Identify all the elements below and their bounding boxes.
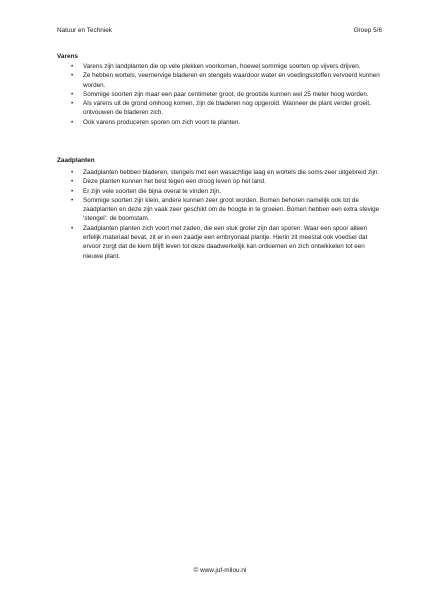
list-item-text: Varens zijn landplanten die op vele plekken voorkomen, hoewel sommige soorten op vijvers drijven. [83, 63, 361, 70]
list-item [57, 118, 382, 127]
bullet-icon: • [71, 169, 74, 176]
list-item-text: Sommige soorten zijn klein, andere kunnen zeer groot worden. Bomen behoren namelijk ook tot de zaadplanten en deze zijn vaak zeer geschikt om de hoogte in te groeien. Bomen hebben een extra stevige ‘stengel’: de boomstam. [83, 196, 380, 223]
section-title-varens: Varens [57, 53, 78, 60]
list-item [57, 168, 382, 177]
bullet-icon: • [71, 187, 74, 195]
list-item-text: Ze hebben wortels, veernervige bladeren en stengels waardoor water en voedingsstoffen vervoerd kunnen worden. [83, 72, 380, 89]
list-item-text: Ook varens produceren sporen om zich voort te planten. [83, 118, 241, 126]
list-item [57, 99, 382, 118]
bullet-icon: • [71, 90, 74, 98]
bullet-icon: • [71, 224, 74, 232]
page-footer [0, 567, 440, 574]
list-item-text: Deze planten kunnen het best tegen een droog leven op het land. [83, 178, 266, 186]
group-label: Groep 5/6 [353, 27, 382, 34]
subject-label: Natuur en Techniek [57, 27, 112, 34]
bullet-icon: • [71, 118, 74, 126]
list-item-text: Zaadplanten planten zich voort met zaden, die een stuk groter zijn dan sporen. Waar een spoor alleen erfelijk materiaal bevat, zit er in een zaadje een embryonaal plantje. Hierin zit meestal ook voedsel dat ervoor zorgt dat de kiem blijft leven tot deze daadwerkelijk kan ontkiemen en zich ontwikkelen tot een nieuwe plant. [83, 224, 368, 260]
list-item [57, 71, 382, 90]
bullet-list-varens [57, 62, 382, 127]
bullet-list-zaadplanten [57, 168, 382, 261]
list-item [57, 177, 382, 186]
section-title-zaadplanten: Zaadplanten [57, 157, 95, 164]
list-item [57, 90, 382, 99]
list-item-text: Sommige soorten zijn maar een paar centimeter groot, de grootste kunnen wel 25 meter hoog worden. [83, 90, 369, 98]
copyright-text: © www.juf-milou.nl [193, 567, 247, 574]
list-item-text: Zaadplanten hebben bladeren, stengels met een wasachtige laag en wortels die soms zeer uitgebreid zijn. [83, 169, 380, 176]
bullet-icon: • [71, 196, 74, 204]
bullet-icon: • [71, 100, 74, 108]
list-item [57, 187, 382, 196]
list-item [57, 224, 382, 261]
list-item-text: Als varens uit de grond omhoog komen, zijn de bladeren nog opgerold. Wanneer de plant verder groeit, ontvouwen de bladeren zich. [83, 100, 371, 117]
bullet-icon: • [71, 72, 74, 80]
bullet-icon: • [71, 178, 74, 186]
page-header [57, 27, 382, 34]
list-item-text: Er zijn vele soorten die bijna overal te vinden zijn. [83, 187, 221, 195]
list-item [57, 62, 382, 71]
bullet-icon: • [71, 63, 74, 70]
list-item [57, 196, 382, 224]
